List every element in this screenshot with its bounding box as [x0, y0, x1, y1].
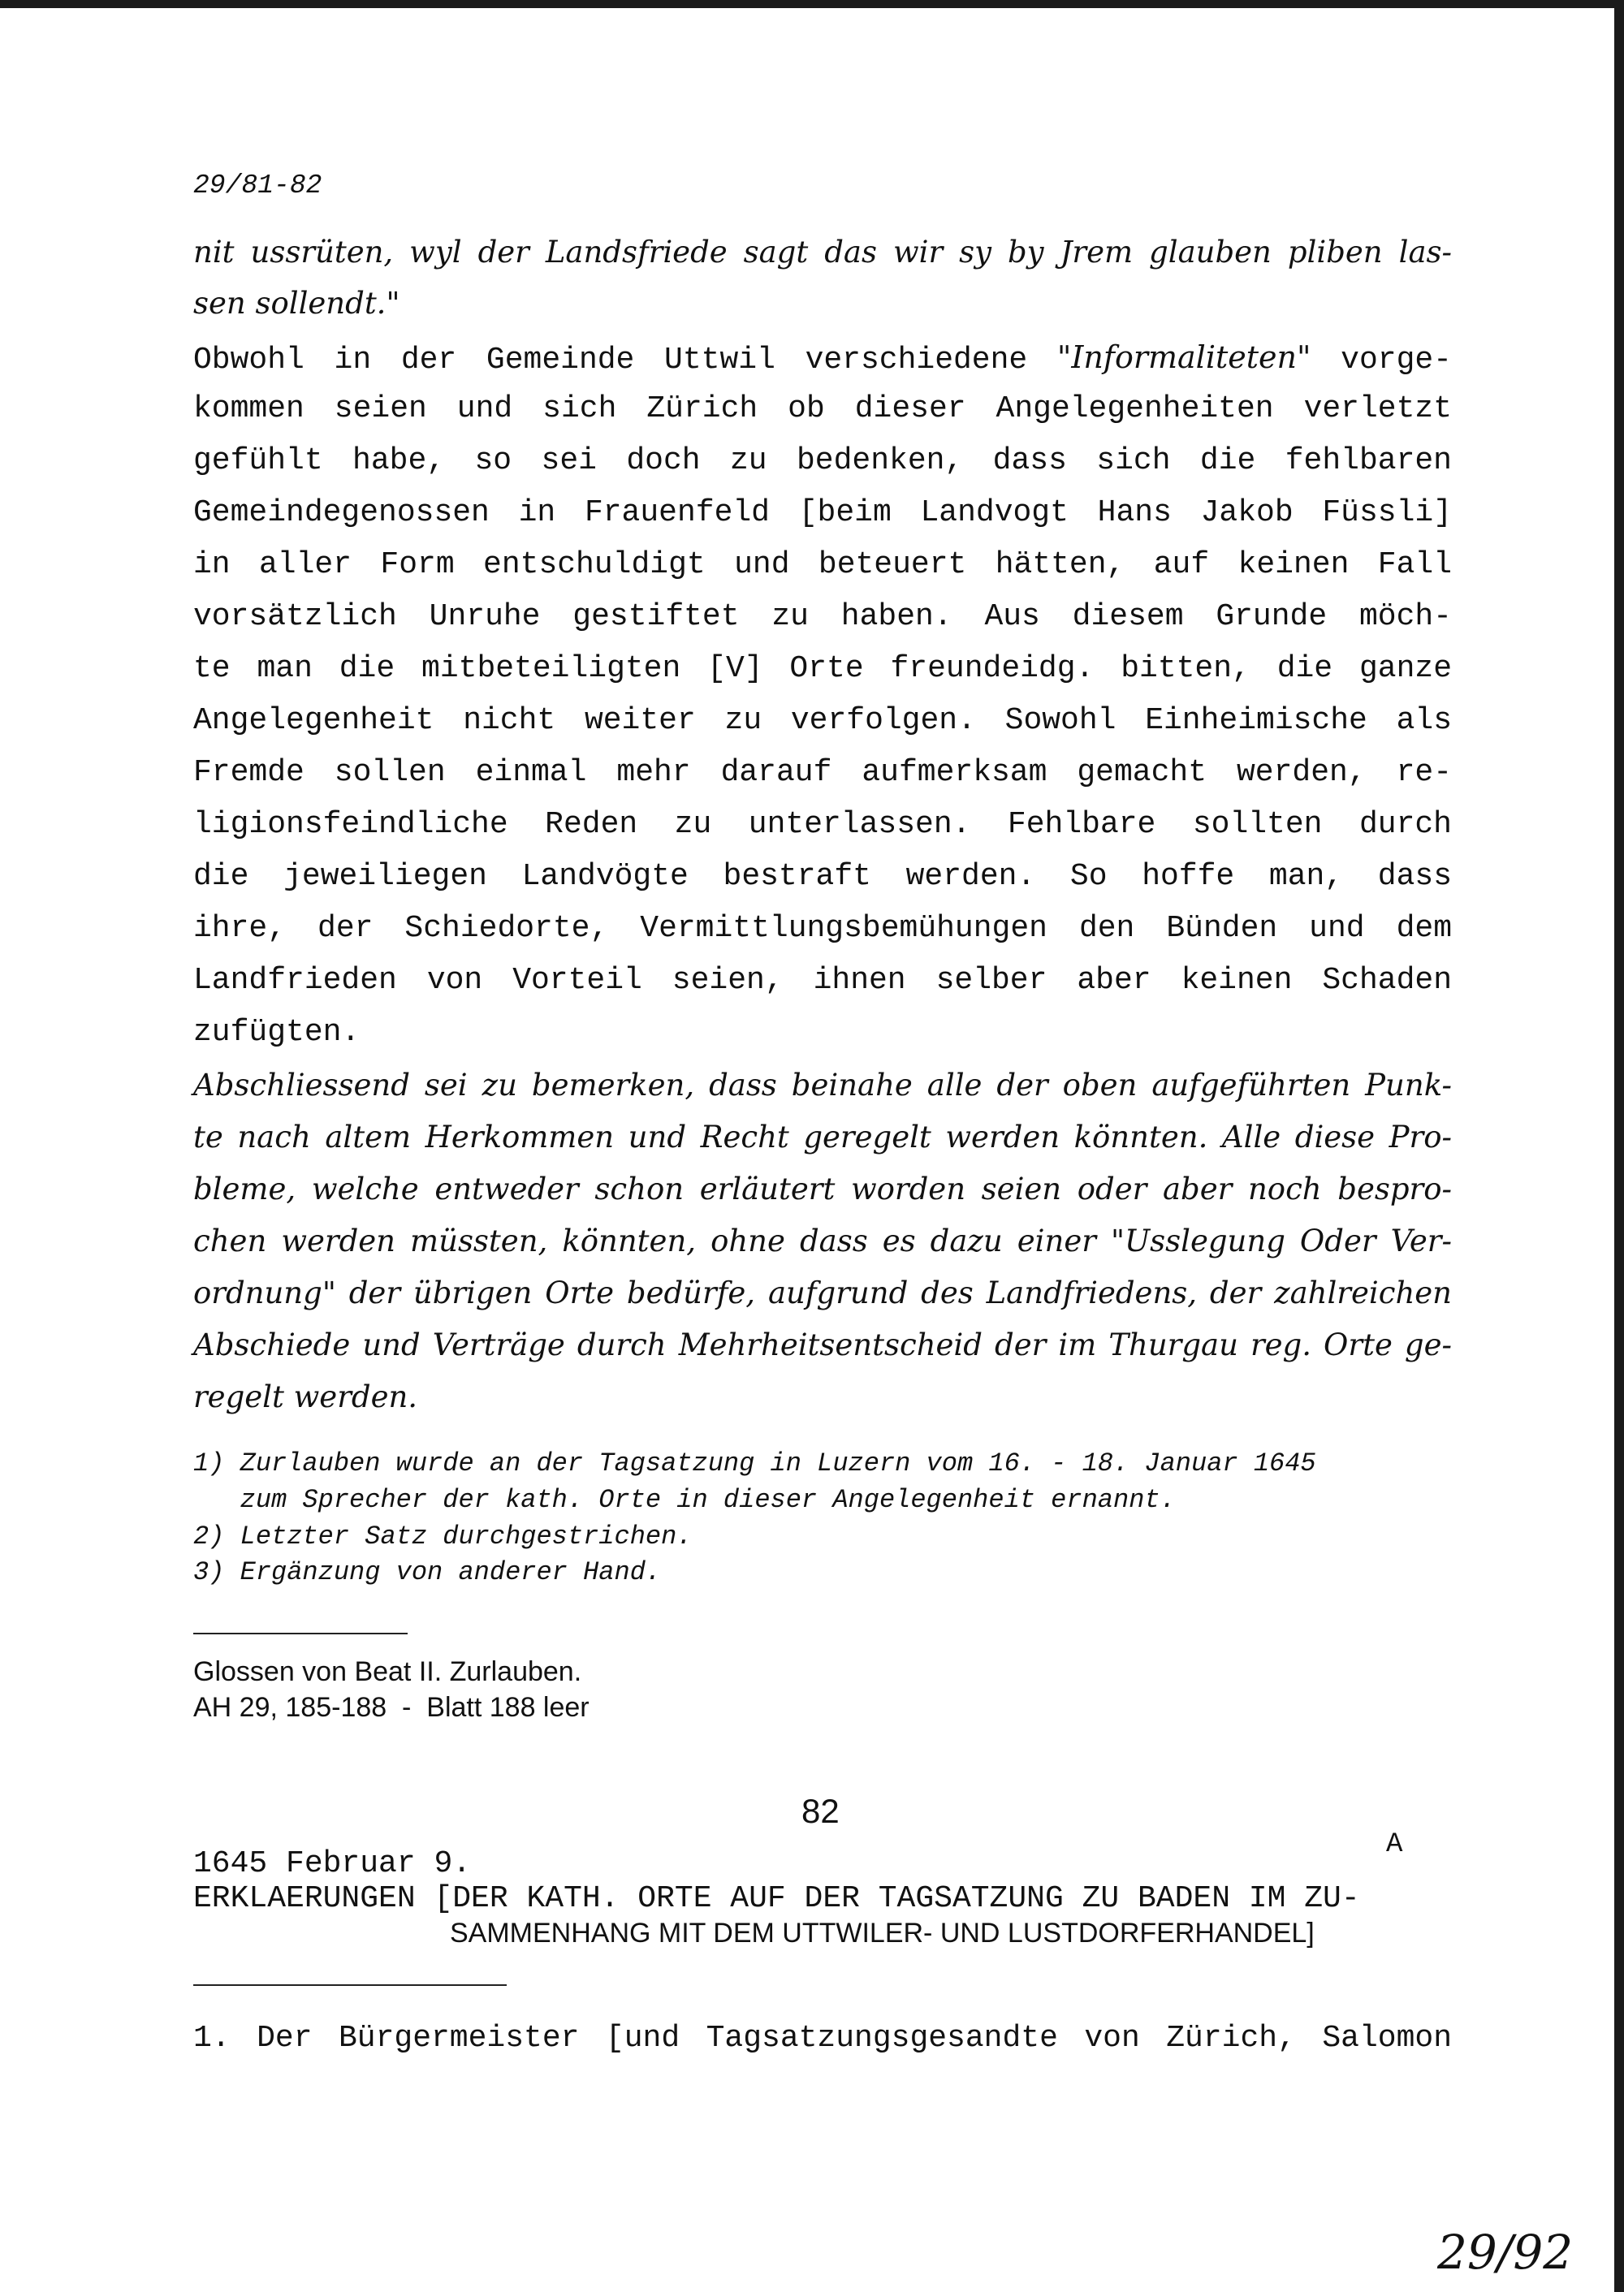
document-title-line-2-text: SAMMENHANG MIT DEM UTTWILER- UND LUSTDORFERHANDEL] [450, 1918, 1315, 1949]
para2-line: ordnung" der übrigen Orte bedürfe, aufgrund des Landfriedens, der zahlreichen [193, 1275, 1452, 1310]
para1-line: kommen seien und sich Zürich ob dieser Angelegenheiten verletzt [193, 391, 1452, 426]
document-first-line: 1. Der Bürgermeister [und Tagsatzungsgesandte von Zürich, Salomon [193, 2021, 1452, 2056]
para2-last-line: regelt werden. [193, 1379, 418, 1414]
para1-line: Fremde sollen einmal mehr darauf aufmerksam gemacht werden, re- [193, 755, 1452, 790]
source-line-1: Glossen von Beat II. Zurlauben. [193, 1656, 582, 1687]
para1-line: die jeweiliegen Landvögte bestraft werden. So hoffe man, dass [193, 859, 1452, 894]
para1-line-1a: Obwohl in der Gemeinde Uttwil verschiedene [193, 343, 1057, 378]
footnote-1-cont: zum Sprecher der kath. Orte in dieser Angelegenheit ernannt. [193, 1485, 1176, 1515]
para1-line: in aller Form entschuldigt und beteuert hätten, auf keinen Fall [193, 547, 1452, 582]
document-title-line-2 [450, 1919, 1315, 1947]
para2-line: Abschliessend sei zu bemerken, dass beinahe alle der oben aufgeführten Punk- [193, 1068, 1452, 1103]
para1-line: Landfrieden von Vorteil seien, ihnen selber aber keinen Schaden [193, 963, 1452, 998]
para2-line: Abschiede und Verträge durch Mehrheitsentscheid der im Thurgau reg. Orte ge- [193, 1327, 1452, 1362]
handwritten-page-mark: 29/92 [1437, 2225, 1574, 2280]
quote-line-2: sen sollendt." [193, 286, 400, 321]
source-divider [193, 1633, 408, 1634]
para1-line: Gemeindegenossen in Frauenfeld [beim Landvogt Hans Jakob Füssli] [193, 495, 1452, 530]
para1-line-1b: vorge- [1311, 343, 1452, 378]
para1-line-1 [193, 339, 1452, 378]
para1-line: ihre, der Schiedorte, Vermittlungsbemühungen den Bünden und dem [193, 911, 1452, 946]
document-title-line-1 [193, 1881, 1360, 1916]
para2-line: te nach altem Herkommen und Recht geregelt werden könnten. Alle diese Pro- [193, 1120, 1452, 1155]
source-line-2: AH 29, 185-188 - Blatt 188 leer [193, 1692, 590, 1723]
quote-line-1: nit ussrüten, wyl der Landsfriede sagt das wir sy by Jrem glauben pliben las- [193, 235, 1452, 270]
scan-border-right [1614, 0, 1624, 2292]
para1-line: gefühlt habe, so sei doch zu bedenken, dass sich die fehlbaren [193, 443, 1452, 478]
para1-line: Angelegenheit nicht weiter zu verfolgen. Sowohl Einheimische als [193, 703, 1452, 738]
title-divider [193, 1984, 507, 1986]
footnote-3: 3) Ergänzung von anderer Hand. [193, 1557, 662, 1587]
page-reference: 29/81-82 [193, 170, 322, 201]
document-number: 82 [801, 1792, 840, 1830]
para1-line: vorsätzlich Unruhe gestiftet zu haben. Aus diesem Grunde möch- [193, 599, 1452, 634]
document-title-line-1-text: ERKLAERUNGEN [DER KATH. ORTE AUF DER TAGSATZUNG ZU BADEN IM ZU- [193, 1881, 1360, 1916]
document-date: 1645 Februar 9. [193, 1846, 472, 1881]
document-letter: A [1386, 1829, 1403, 1860]
scan-border-top [0, 0, 1624, 8]
para2-line: bleme, welche entweder schon erläutert worden seien oder aber noch bespro- [193, 1172, 1452, 1206]
para1-line-1-italic: "Informaliteten" [1056, 339, 1311, 375]
footnote-2: 2) Letzter Satz durchgestrichen. [193, 1522, 693, 1552]
para2-line: chen werden müssten, könnten, ohne dass es dazu einer "Usslegung Oder Ver- [193, 1224, 1452, 1258]
para1-line: ligionsfeindliche Reden zu unterlassen. Fehlbare sollten durch [193, 807, 1452, 842]
para1-last-line: zufügten. [193, 1015, 361, 1050]
para1-line: te man die mitbeteiligten [V] Orte freundeidg. bitten, die ganze [193, 651, 1452, 686]
footnote-1: 1) Zurlauben wurde an der Tagsatzung in Luzern vom 16. - 18. Januar 1645 [193, 1448, 1316, 1478]
